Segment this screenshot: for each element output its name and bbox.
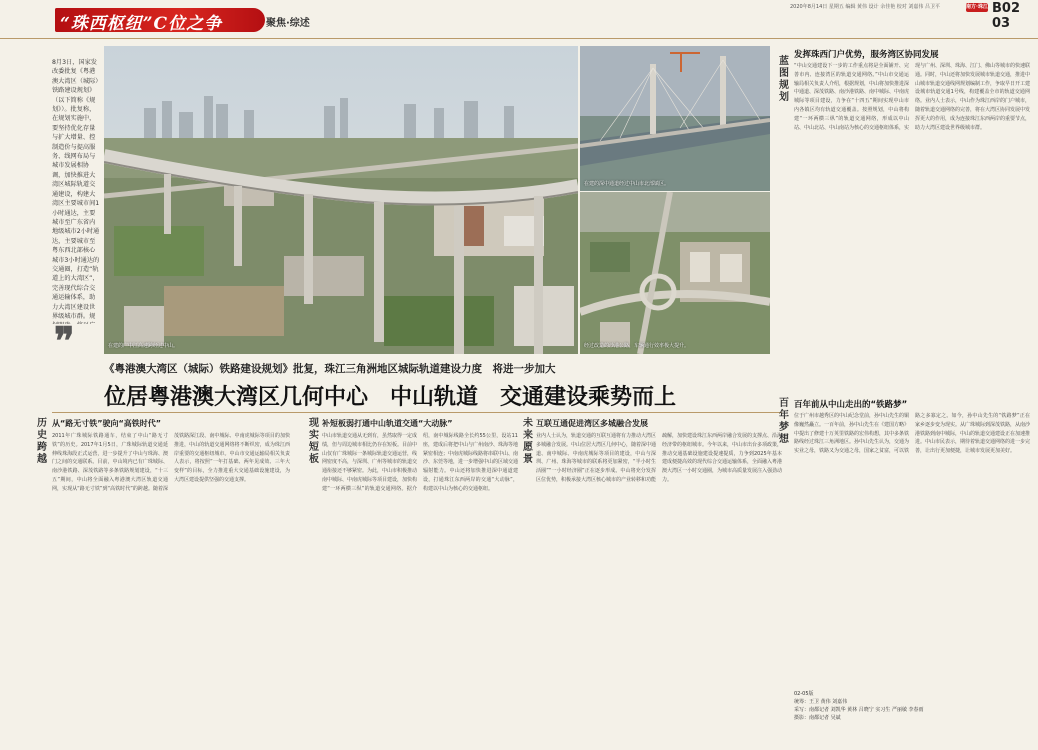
quote-mark-icon: ❞: [54, 318, 75, 363]
credits-line1: 统筹：王卫 黄伟 刘嘉伟: [794, 699, 848, 705]
dream-body: 位于广州市越秀区的中山纪念堂前，孙中山先生的铜像巍然矗立。一百年前，孙中山先生在《建国方略》中提出了修建十万英里铁路的宏伟构想，其中多条铁路线经过珠江三角洲地区。孙中山先生认为，交通为实业之母，铁路又为交通之母，国家之贫富，可以铁路之多寡定之。如今，孙中山先生的“铁路梦”正在家乡逐步变为现实。从广珠城际到深茂铁路，从南沙港铁路到南中城际，中山的轨道交通建设正在加速推进。中山市民表示，期待着轨道交通网络的进一步完善，让出行更加便捷，让城市发展更加美好。: [794, 413, 1030, 455]
lead-text: 8月3日，国家发改委批复《粤港澳大湾区（城际）铁路建设规划》（以下简称《规划》）。批复称，在规划实施中，要坚持优化存量与扩大增量、控制造价与提高服务、线网布局与城市发展相协调，加快推进大湾区城际轨道交通建设，构建大湾区主要城市间1小时通达，主要城市至广东省内地级城市2小时通达，主要城市至粤东西北部核心城市3小时通达的交通圈，打造“轨道上的大湾区”，完善现代综合交通运输体系，助力大湾区建设世界级城市群。规: [52, 59, 100, 320]
future-title: 互联互通促进湾区多城融合发展: [536, 419, 648, 428]
photo-road-caption: 经过改造的沙港公路，车辆通行效率极大提升。: [584, 343, 690, 349]
banner-title: “珠西枢纽”C位之争: [60, 14, 223, 34]
header-rule: [0, 38, 1038, 39]
photo-road-aerial: [580, 192, 770, 354]
section-label-future: 未来愿景: [523, 418, 533, 465]
planning-body: “中山交通建设下一步的工作重点将是全面铺开、完善市内、连接湾区的轨道交通网络。”中山市交通运输局相关负责人介绍，根据规划，中山将加快推进深中通道、深茂铁路、南沙港铁路、南中城际、中南虎城际等项目建设，力争在“十四五”期间实现中山市内各镇区均有轨道交通覆盖。按照规划，中山将构建“一环两横三纵”的轨道交通网络，形成以中山站、中山北站、中山南站为核心的交通枢纽体系，实现与广州、深圳、珠海、江门、佛山等城市的快速联通。同时，中山还将加快发展城市轨道交通，推进中山城市轨道交通线网规划编制工作，争取早日开工建设城市轨道交通1号线，构建覆盖全市的轨道交通网络。业内人士表示，中山作为珠江西岸的门户城市，随着轨道交通网络的完善，将在大湾区协同发展中发挥更大的作用，成为连接珠江东西两岸的重要节点，助力大湾区建设世界级城市群。: [794, 63, 1030, 131]
section-label-dream: 百年梦想: [779, 398, 789, 445]
reality-body: 中山市轨道交通从无到有，虽然取得一定成绩，但与周边城市相比仍存在短板。目前中山仅有广珠城际一条城际轨道交通运营，线网密度不高，与深圳、广州等城市的轨道交通衔接还不够紧密。为此，中山市积极推动南中城际、中南虎城际等项目建设，加快构建“一环两横三纵”的轨道交通网络。据介绍，南中城际线路全长约55公里，设站11座，建成后将把中山与广州南沙、珠海等地紧密相连；中南虎城际线路将串联中山、南沙、东莞等地，进一步增强中山的区域交通辐射能力。中山还将加快推进深中通道建设，打通珠江东西两岸的交通“大动脉”，构建以中山为核心的交通枢纽。: [322, 433, 518, 492]
future-body: 业内人士认为，轨道交通的互联互通将有力推动大湾区多城融合发展。中山位居大湾区几何中心，随着深中通道、南中城际、中南虎城际等项目的建设，中山与深圳、广州、珠海等城市的联系将更加紧密，“半小时生活圈”“一小时经济圈”正在逐步形成。中山将充分发挥区位优势，积极承接大湾区核心城市的产业转移和功能疏解，加快建设珠江东西两岸融合发展的支撑点、沿海经济带的枢纽城市。今年以来，中山市出台多项政策，推动交通基础设施建设提速提质，力争到2025年基本建成便捷高效的现代综合交通运输体系，全面融入粤港澳大湾区一小时交通圈，为城市高质量发展注入强劲动力。: [536, 433, 782, 483]
page-meta: 2020年8月14日 星期五 编辑 黄伟 设计 余佳艳 校对 刘嘉伟 吕卫平: [790, 4, 940, 10]
photo-viaduct-caption: 在建的广中江高速跨经过中山。: [108, 343, 179, 349]
edition-badge: 南方·珠江: [966, 4, 988, 10]
credits-line2: 采写：南都记者 刘凯华 黄林 吕晓宁 实习生 严丽敏 李春雨: [794, 707, 924, 713]
page-number: B02 03: [992, 1, 1020, 31]
photo-bridge-caption: 在建的深中通道经过中山市北部镇区。: [584, 181, 670, 187]
headline: 位居粤港澳大湾区几何中心 中山轨道 交通建设乘势而上: [104, 384, 677, 410]
kicker: 《粤港澳大湾区（城际）铁路建设规划》批复，珠江三角洲地区城际轨道建设力度 将进一步加大: [104, 363, 556, 375]
credits-dateline: 02-05版: [794, 691, 814, 697]
planning-title: 发挥珠西门户优势，服务湾区协同发展: [794, 50, 939, 60]
section-label-history: 历史跨越: [37, 418, 47, 465]
dream-title: 百年前从中山走出的“铁路梦”: [794, 400, 908, 410]
photo-viaduct: [104, 46, 578, 354]
credits: [794, 690, 1034, 722]
photo-bridge-construction: [580, 46, 770, 191]
section-label-reality: 现实短板: [309, 418, 319, 465]
credits-line3: 摄影：南都记者 吴斌: [794, 715, 841, 721]
section-label-planning: 蓝图规划: [779, 56, 789, 103]
history-body: 2011年广珠城际铁路通车，结束了中山“路无寸铁”的历史。2017年1月5日，广珠城际轨道交通延伸线珠海段正式运营，进一步提升了中山与珠海、澳门之间的交通联系。目前，中山境内已有广珠城际、南沙港铁路、深茂铁路等多条铁路规划建设，“十三五”期间，中山将全面融入粤港澳大湾区轨道交通网，实现从“路无寸铁”到“高铁时代”的跨越。随着深茂铁路深江段、南中城际、中南虎城际等项目的加快推进，中山的轨道交通网络将不断织密，成为珠江西岸重要的交通枢纽城市。中山市交通运输局相关负责人表示，将按照“一年打基础、两年见成效、三年大变样”的目标，全力推进重大交通基础设施建设，为大湾区建设提供坚强的交通支撑。: [52, 433, 290, 492]
reality-title: 补短板弱打通中山轨道交通“大动脉”: [322, 419, 453, 428]
history-title: 从“路无寸铁”驶向“高铁时代”: [52, 419, 162, 428]
headline-rule: [52, 412, 782, 413]
banner-tag: 聚焦·综述: [266, 18, 310, 29]
